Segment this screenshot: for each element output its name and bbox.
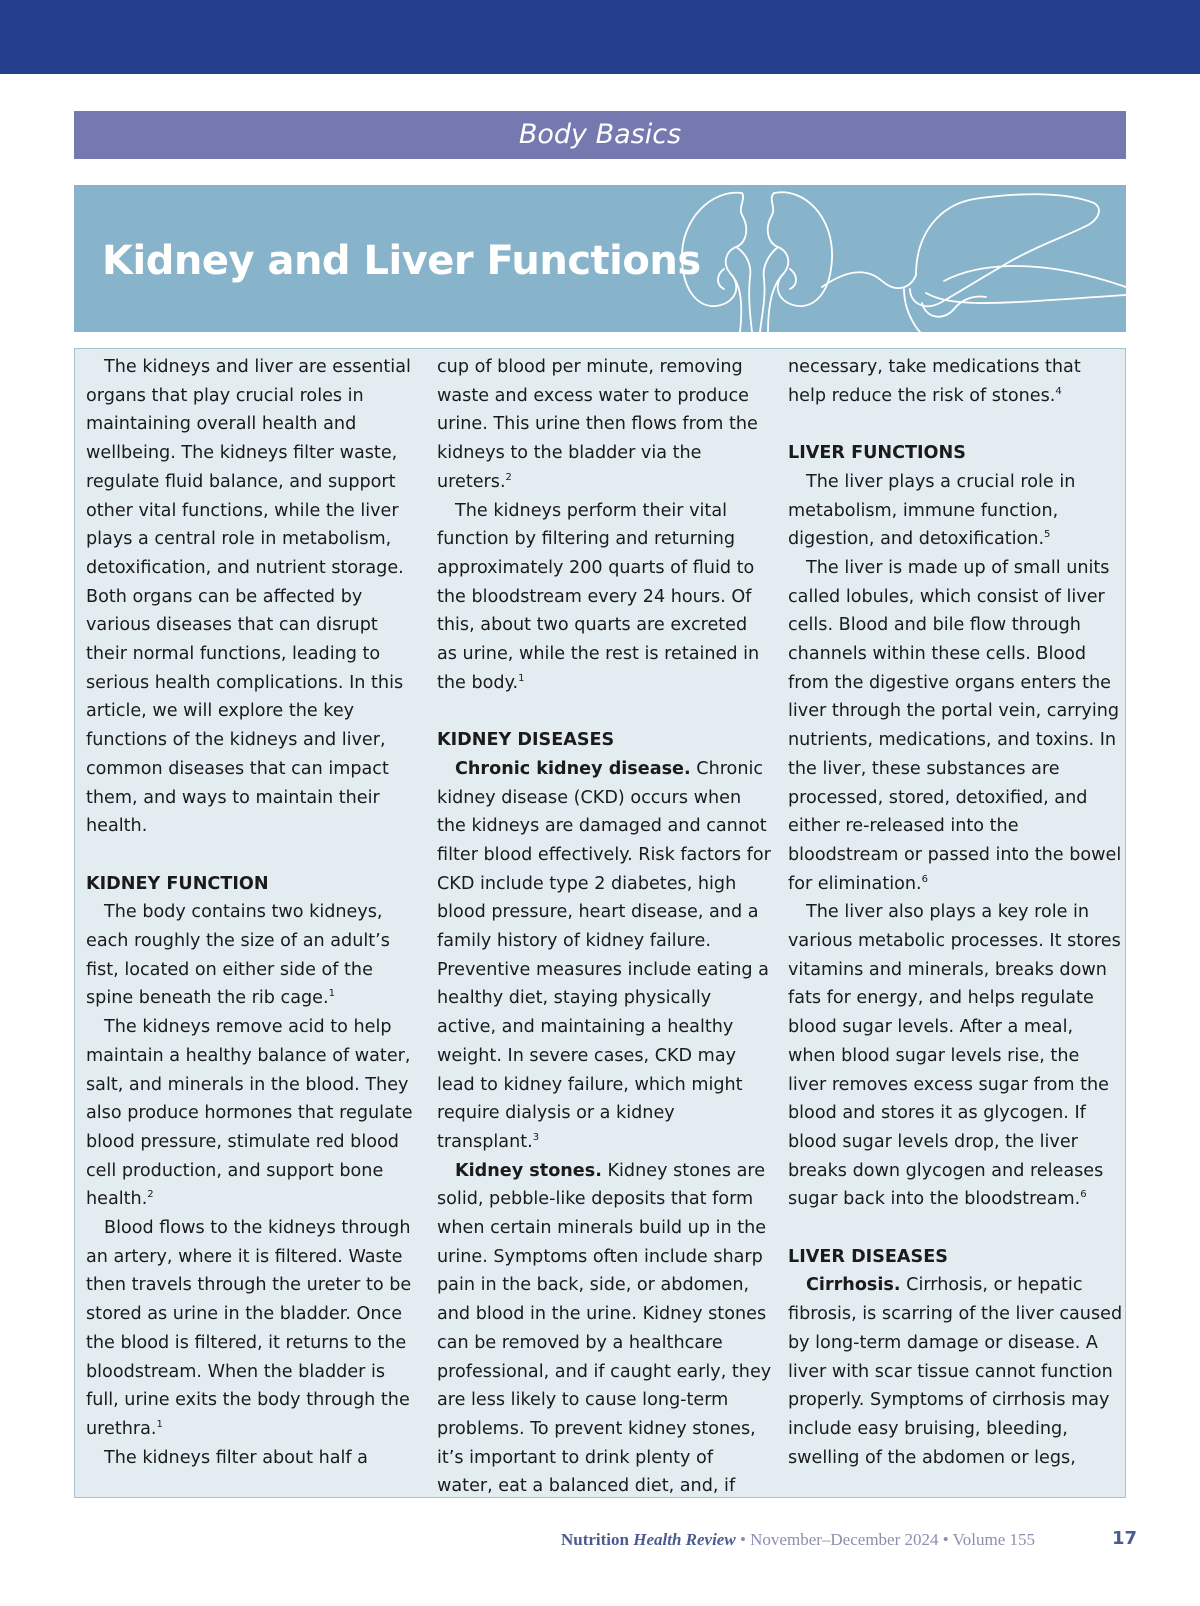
organ-illustration	[74, 185, 1126, 332]
section-label: Body Basics	[518, 119, 682, 150]
paragraph: The liver is made up of small units called lobules, which consist of liver cells. Blood and bile flow through channels within these cells. Blood from the digestive organs enters the liver through the portal vein, carrying nutrients, medications, and toxins. In the liver, these substances are processed, stored, detoxified, and either re-released into the bloodstream or passed into the bowel for elimination.$^6$	[788, 557, 1122, 894]
paragraph: Cirrhosis. Cirrhosis, or hepatic fibrosis, is scarring of the liver caused by long-term damage or disease. A liver with scar tissue cannot function properly. Symptoms of cirrhosis may include easy bruising, bleeding, swelling of the abdomen or legs,	[788, 1275, 1123, 1468]
page-number: 17	[1112, 1528, 1138, 1549]
paragraph: The liver plays a crucial role in metabolism, immune function, digestion, and detoxification.$^5$	[788, 471, 1076, 550]
article-column-1	[86, 353, 421, 1472]
magazine-name: Nutrition	[560, 1530, 629, 1549]
paragraph: Chronic kidney disease. Chronic kidney disease (CKD) occurs when the kidneys are damaged and cannot filter blood effectively. Risk factors for CKD include type 2 diabetes, high blood pressure, heart disease, and a family history of kidney failure. Preventive measures include eating a healthy diet, staying physically active, and maintaining a healthy weight. In severe cases, CKD may lead to kidney failure, which might require dialysis or a kidney transplant.$^3$	[437, 758, 771, 1152]
footnote-ref: 2	[505, 471, 512, 483]
run-in-heading: Cirrhosis.	[806, 1275, 901, 1296]
paragraph: The kidneys remove acid to help maintain a healthy balance of water, salt, and minerals in the blood. They also produce hormones that regulate blood pressure, stimulate red blood cell production, and support bone health.$^2$	[86, 1017, 413, 1210]
paragraph: The kidneys perform their vital function by filtering and returning approximately 200 quarts of fluid to the bloodstream every 24 hours. Of this, about two quarts are excreted as urine, while the rest is retained in the body.$^1$	[437, 500, 760, 693]
paragraph: necessary, take medications that help reduce the risk of stones.$^4$	[788, 357, 1081, 406]
section-heading: KIDNEY FUNCTION	[86, 873, 269, 894]
footnote-ref: 2	[147, 1189, 154, 1201]
run-in-heading: Chronic kidney disease.	[455, 758, 691, 779]
issue-date: November–December 2024	[750, 1530, 939, 1549]
footnote-ref: 6	[921, 873, 929, 885]
section-banner	[74, 111, 1126, 159]
footnote-ref: 5	[1044, 529, 1051, 541]
paragraph: Kidney stones. Kidney stones are solid, pebble-like deposits that form when certain minerals build up in the urine. Symptoms often include sharp pain in the back, side, or abdomen, and blood in the urine. Kidney stones can be removed by a healthcare professional, and if caught early, they are less likely to cause long-term problems. To prevent kidney stones, it’s important to drink plenty of water, eat a balanced diet, and, if	[437, 1160, 772, 1497]
section-heading: LIVER DISEASES	[788, 1246, 948, 1267]
footnote-ref: 3	[532, 1131, 540, 1143]
top-color-bar	[0, 0, 1200, 74]
article-column-2	[437, 353, 772, 1501]
article-title: Kidney and Liver Functions	[102, 238, 701, 284]
footnote-ref: 1	[156, 1419, 163, 1430]
run-in-heading: Kidney stones.	[455, 1160, 602, 1181]
paragraph: cup of blood per minute, removing waste and excess water to produce urine. This urine then flows from the kidneys to the bladder via the ureters.$^2$	[437, 357, 758, 492]
title-banner	[74, 185, 1126, 332]
separator: •	[735, 1530, 751, 1549]
volume-number: Volume 155	[952, 1530, 1035, 1549]
kidneys-outline-icon	[682, 192, 916, 332]
footnote-ref: 1	[518, 672, 525, 684]
footnote-ref: 6	[1080, 1189, 1087, 1201]
section-heading: LIVER FUNCTIONS	[788, 443, 966, 464]
article-body	[74, 348, 1126, 1498]
paragraph: The kidneys and liver are essential organs that play crucial roles in maintaining overall health and wellbeing. The kidneys filter waste, regulate fluid balance, and support other vital functions, while the liver plays a central role in metabolism, detoxification, and nutrient storage. Both organs can be affected by various diseases that can disrupt their normal functions, leading to serious health complications. In this article, we will explore the key functions of the kidneys and liver, common diseases that can impact them, and ways to maintain their health.	[86, 357, 411, 837]
paragraph: The body contains two kidneys, each roughly the size of an adult’s fist, located on either side of the spine beneath the rib cage.$^1$	[86, 902, 390, 1009]
magazine-name-italic: Health Review	[633, 1530, 736, 1549]
paragraph: The kidneys filter about half a	[104, 1447, 368, 1468]
page-footer	[561, 1530, 1035, 1550]
liver-outline-icon	[904, 194, 1126, 332]
footnote-ref: 1	[328, 988, 335, 1000]
footnote-ref: 4	[1055, 385, 1062, 397]
section-heading: KIDNEY DISEASES	[437, 730, 615, 751]
paragraph: The liver also plays a key role in various metabolic processes. It stores vitamins and minerals, breaks down fats for energy, and helps regulate blood sugar levels. After a meal, when blood sugar levels rise, the liver removes excess sugar from the blood and stores it as glycogen. If blood sugar levels drop, the liver breaks down glycogen and releases sugar back into the bloodstream.$^6$	[788, 902, 1121, 1210]
paragraph: Blood flows to the kidneys through an artery, where it is filtered. Waste then travels through the ureter to be stored as urine in the bladder. Once the blood is filtered, it returns to the bloodstream. When the bladder is full, urine exits the body through the urethra.$^1$	[86, 1218, 412, 1439]
article-column-3	[788, 353, 1123, 1472]
separator: •	[938, 1530, 953, 1549]
